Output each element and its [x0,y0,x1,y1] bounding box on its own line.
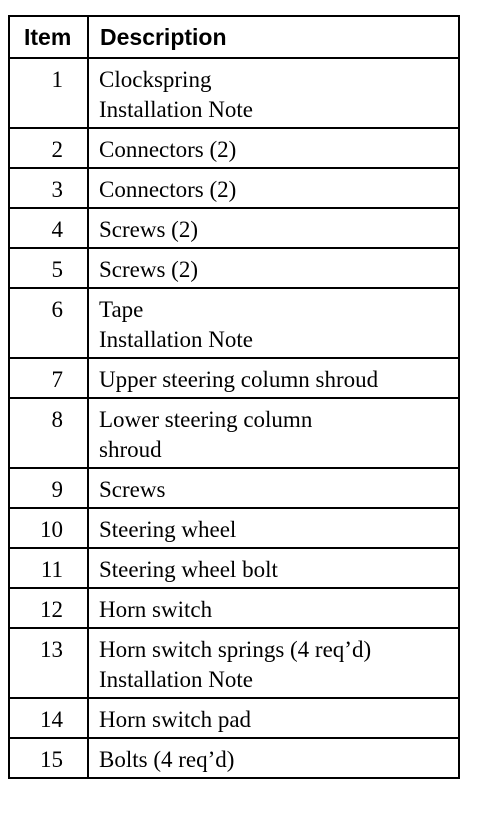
table-row [9,698,459,738]
description-line: Connectors (2) [99,177,237,202]
table-body [9,58,459,778]
table-row [9,628,459,698]
table-row [9,398,459,468]
description-line: Screws (2) [99,257,198,282]
item-description [88,358,459,398]
description-line: Upper steering column shroud [99,367,379,392]
item-number: 15 [9,738,88,778]
item-description [88,468,459,508]
item-description [88,588,459,628]
item-description [88,628,459,698]
description-line: Installation Note [99,667,253,692]
item-number: 3 [9,168,88,208]
item-description [88,288,459,358]
item-number: 12 [9,588,88,628]
header-item: Item [9,16,88,58]
description-line: Lower steering column [99,407,313,432]
item-description [88,548,459,588]
description-line: Installation Note [99,97,253,122]
description-line: Horn switch pad [99,707,252,732]
description-line: Screws [99,477,166,502]
table-row [9,248,459,288]
item-description [88,168,459,208]
item-description [88,508,459,548]
description-line: Tape [99,297,144,322]
item-number: 9 [9,468,88,508]
item-description [88,738,459,778]
item-description [88,58,459,128]
table-row [9,468,459,508]
item-description [88,398,459,468]
item-number: 13 [9,628,88,698]
table-row [9,168,459,208]
table-row [9,288,459,358]
description-line: Steering wheel [99,517,237,542]
table-row [9,208,459,248]
item-number: 1 [9,58,88,128]
description-line: Horn switch [99,597,213,622]
item-description [88,248,459,288]
item-number: 4 [9,208,88,248]
header-row [9,16,459,58]
table-row [9,588,459,628]
table-row [9,128,459,168]
table-row [9,548,459,588]
item-number: 6 [9,288,88,358]
table-row [9,358,459,398]
item-number: 7 [9,358,88,398]
item-number: 5 [9,248,88,288]
item-number: 14 [9,698,88,738]
parts-table [8,15,460,779]
item-number: 2 [9,128,88,168]
description-line: Horn switch springs (4 req’d) [99,637,372,662]
description-line: shroud [99,437,162,462]
item-description [88,208,459,248]
header-description: Description [88,16,459,58]
description-line: Clockspring [99,67,212,92]
description-line: Steering wheel bolt [99,557,278,582]
item-number: 10 [9,508,88,548]
item-description [88,128,459,168]
table-row [9,508,459,548]
description-line: Connectors (2) [99,137,237,162]
item-number: 11 [9,548,88,588]
table-header [9,16,459,58]
description-line: Installation Note [99,327,253,352]
item-number: 8 [9,398,88,468]
item-description [88,698,459,738]
description-line: Screws (2) [99,217,198,242]
description-line: Bolts (4 req’d) [99,747,235,772]
table-row [9,58,459,128]
table-row [9,738,459,778]
